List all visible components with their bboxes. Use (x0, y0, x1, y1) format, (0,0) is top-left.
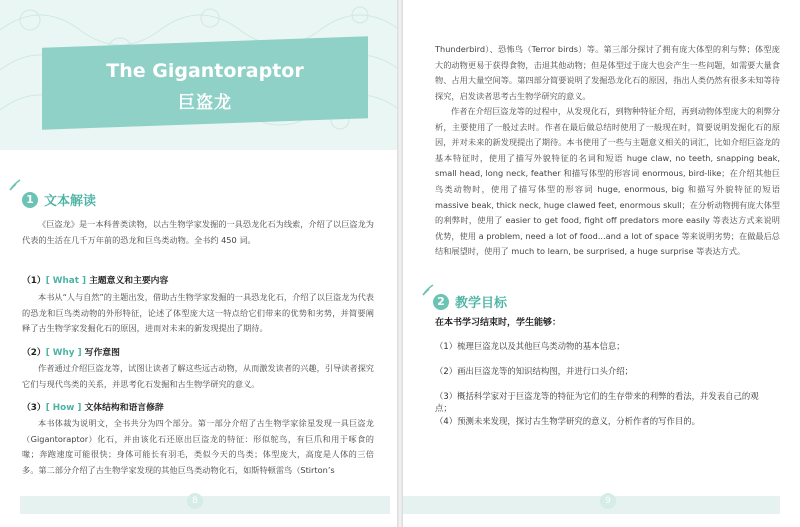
goal-item (435, 390, 775, 414)
what-paragraph: 本书从“人与自然”的主题出发，借助古生物学家发掘的一具恐龙化石，介绍了以巨盗龙为代表的恐龙和巨鸟类动物的外形特征，论述了体型庞大这一特点给它们带来的优势和劣势，并简要阐释了古生物学家发掘化石的原因，进而对未来的新发现提出了期待。 (22, 292, 374, 334)
book-title-zh: 巨盗龙 (178, 93, 232, 113)
left-page (0, 0, 397, 527)
subheading-number: （3） (22, 403, 46, 413)
goal-number: （2） (435, 366, 458, 376)
section-title: 教学目标 (455, 296, 508, 311)
goal-text: 概括科学家对于巨盗龙等的特征为它们的生存带来的利弊的看法，并发表自己的观点； (435, 391, 759, 413)
continued-paragraph: Thunderbird）、恐怖鸟（Terror birds）等。第三部分探讨了拥有庞大体型的利与弊；体型庞大的动物更易于获得食物，击退其他动物；但是体型过于庞大也会产生一些问题，如需要大量食物、占用大量空间等。第四部分简要说明了发掘恐龙化石的原因，指出人类仍然有很多未知等待探究，启发读者思考古生物学研究的意义。 (435, 44, 780, 101)
goal-item (435, 365, 775, 377)
section-number: 1 (22, 192, 38, 208)
goal-number: （1） (435, 341, 458, 351)
goals-lead: 在本书学习结束时，学生能够： (435, 318, 562, 328)
subheading-number: （1） (22, 276, 46, 286)
subheading-tag: [ What ] (45, 276, 86, 286)
footer-band (403, 496, 780, 514)
goal-text: 画出巨盗龙等的知识结构图，并进行口头介绍； (457, 366, 633, 376)
subheading-number: （2） (22, 348, 46, 358)
subheading-title: 文体结构和语言修辞 (84, 403, 164, 413)
right-page (403, 0, 800, 527)
section-2-heading (433, 292, 507, 311)
page-number: 9 (600, 493, 616, 509)
subheading-why (22, 345, 120, 358)
section-1-heading (22, 190, 96, 209)
footer-band (20, 496, 390, 514)
goal-text: 梳理巨盗龙以及其他巨鸟类动物的基本信息； (457, 341, 625, 351)
language-paragraph: 作者在介绍巨盗龙等的过程中，从发现化石，到物种特征介绍，再到动物体型庞大的利弊分析，主要使用了一般过去时。作者在最后做总结时使用了一般现在时，简要说明发掘化石的原因，并对未来的新发现提出了期待。本书使用了一些与主题意义相关的词汇，比如介绍巨盗龙的基本特征时，使用了描写外貌特征的名词和短语 huge claw, no teeth, snapping beak, small head, long neck, feather 和描写体型的形容词 enormous, bird-like；在介绍其他巨鸟类动物时，使用了描写体型的形容词 huge, enormous, big 和描写外貌特征的短语 massive beak, thick neck, huge clawed feet, enormous skull；在分析动物拥有庞大体型的利弊时，使用了 easier to get food, fight off predators more easily 等表达方式来说明优势，使用 a problem, need a lot of food...and a lot of space 等来说明劣势；在做最后总结和展望时，使用了 much to learn, be surprised, a huge surprise 等表达方式。 (435, 106, 780, 257)
section-title: 文本解读 (44, 194, 97, 209)
subheading-title: 写作意图 (84, 348, 120, 358)
goal-item (435, 415, 775, 427)
goal-text: 预测未来发现，探讨古生物学研究的意义，分析作者的写作目的。 (457, 416, 700, 426)
intro-paragraph: 《巨盗龙》是一本科普类读物，以古生物学家发掘的一具恐龙化石为线索，介绍了以巨盗龙为代表的生活在几千万年前的恐龙和巨鸟类动物。全书约 450 词。 (22, 219, 374, 245)
goal-item (435, 340, 775, 352)
subheading-how (22, 400, 164, 413)
subheading-tag: [ Why ] (45, 348, 82, 358)
section-number: 2 (433, 294, 449, 310)
book-title-en: The Gigantoraptor (106, 60, 304, 82)
subheading-title: 主题意义和主要内容 (89, 276, 169, 286)
title-banner (42, 36, 368, 129)
goal-number: （3） (435, 391, 458, 401)
subheading-tag: [ How ] (45, 403, 82, 413)
goal-number: （4） (435, 416, 458, 426)
page-number: 8 (187, 493, 203, 509)
subheading-what (22, 273, 168, 286)
how-paragraph: 本书体裁为说明文，全书共分为四个部分。第一部分介绍了古生物学家徐星发现一具巨盗龙（Gigantoraptor）化石，并由该化石还原出巨盗龙的特征：形似鸵鸟，有巨爪和用于啄食的喙；奔跑速度可能很快；身体可能长有羽毛，类似今天的鸟类；体型庞大，高度是人体的三倍多。第二部分介绍了古生物学家发现的其他巨鸟类动物化石，如斯特顿雷鸟（Stirton’s (22, 418, 374, 475)
why-paragraph: 作者通过介绍巨盗龙等，试图让读者了解这些远古动物，从而激发读者的兴趣，引导读者探究它们与现代鸟类的关系，并思考化石发掘和古生物学研究的意义。 (22, 363, 374, 389)
